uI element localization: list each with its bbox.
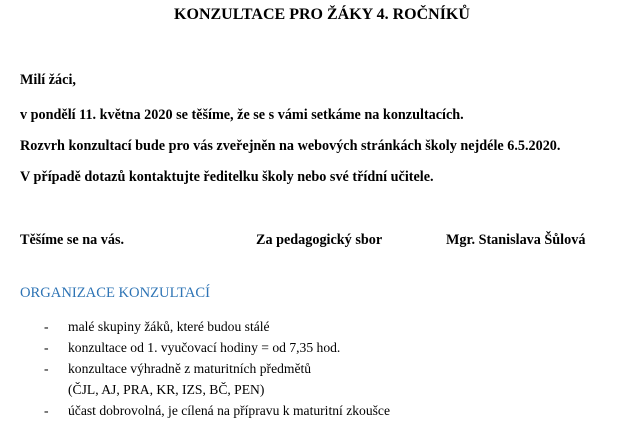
list-item: [0, 358, 644, 400]
signatory-name: Mgr. Stanislava Šůlová: [446, 232, 586, 248]
paragraph-schedule: Rozvrh konzultací bude pro vás zveřejněn na webových stránkách školy nejdéle 6.5.2020.: [20, 138, 561, 154]
closing-on-behalf: Za pedagogický sbor: [256, 232, 383, 248]
list-item: [0, 316, 644, 337]
closing-farewell: Těšíme se na vás.: [20, 232, 125, 248]
dash-bullet: -: [44, 361, 49, 376]
list-item: [0, 400, 644, 421]
document-title: KONZULTACE PRO ŽÁKY 4. ROČNÍKŮ: [174, 6, 470, 23]
list-item: [0, 337, 644, 358]
list-item-text: konzultace od 1. vyučovací hodiny = od 7,35 hod.: [68, 340, 341, 355]
dash-bullet: -: [44, 340, 49, 355]
list-item-text: účast dobrovolná, je cílená na přípravu k maturitní zkoušce: [68, 403, 390, 418]
dash-bullet: -: [44, 319, 49, 334]
list-item-text: konzultace výhradně z maturitních předmětů (ČJL, AJ, PRA, KR, IZS, BČ, PEN): [68, 361, 312, 397]
dash-bullet: -: [44, 403, 49, 418]
section-heading: ORGANIZACE KONZULTACÍ: [20, 285, 211, 301]
paragraph-contact: V případě dotazů kontaktujte ředitelku školy nebo své třídní učitele.: [20, 169, 434, 185]
paragraph-meeting-date: v pondělí 11. května 2020 se těšíme, že se s vámi setkáme na konzultacích.: [20, 107, 464, 123]
list-item-text: malé skupiny žáků, které budou stálé: [68, 319, 270, 334]
organization-list: [0, 316, 644, 421]
greeting: Milí žáci,: [20, 72, 76, 88]
